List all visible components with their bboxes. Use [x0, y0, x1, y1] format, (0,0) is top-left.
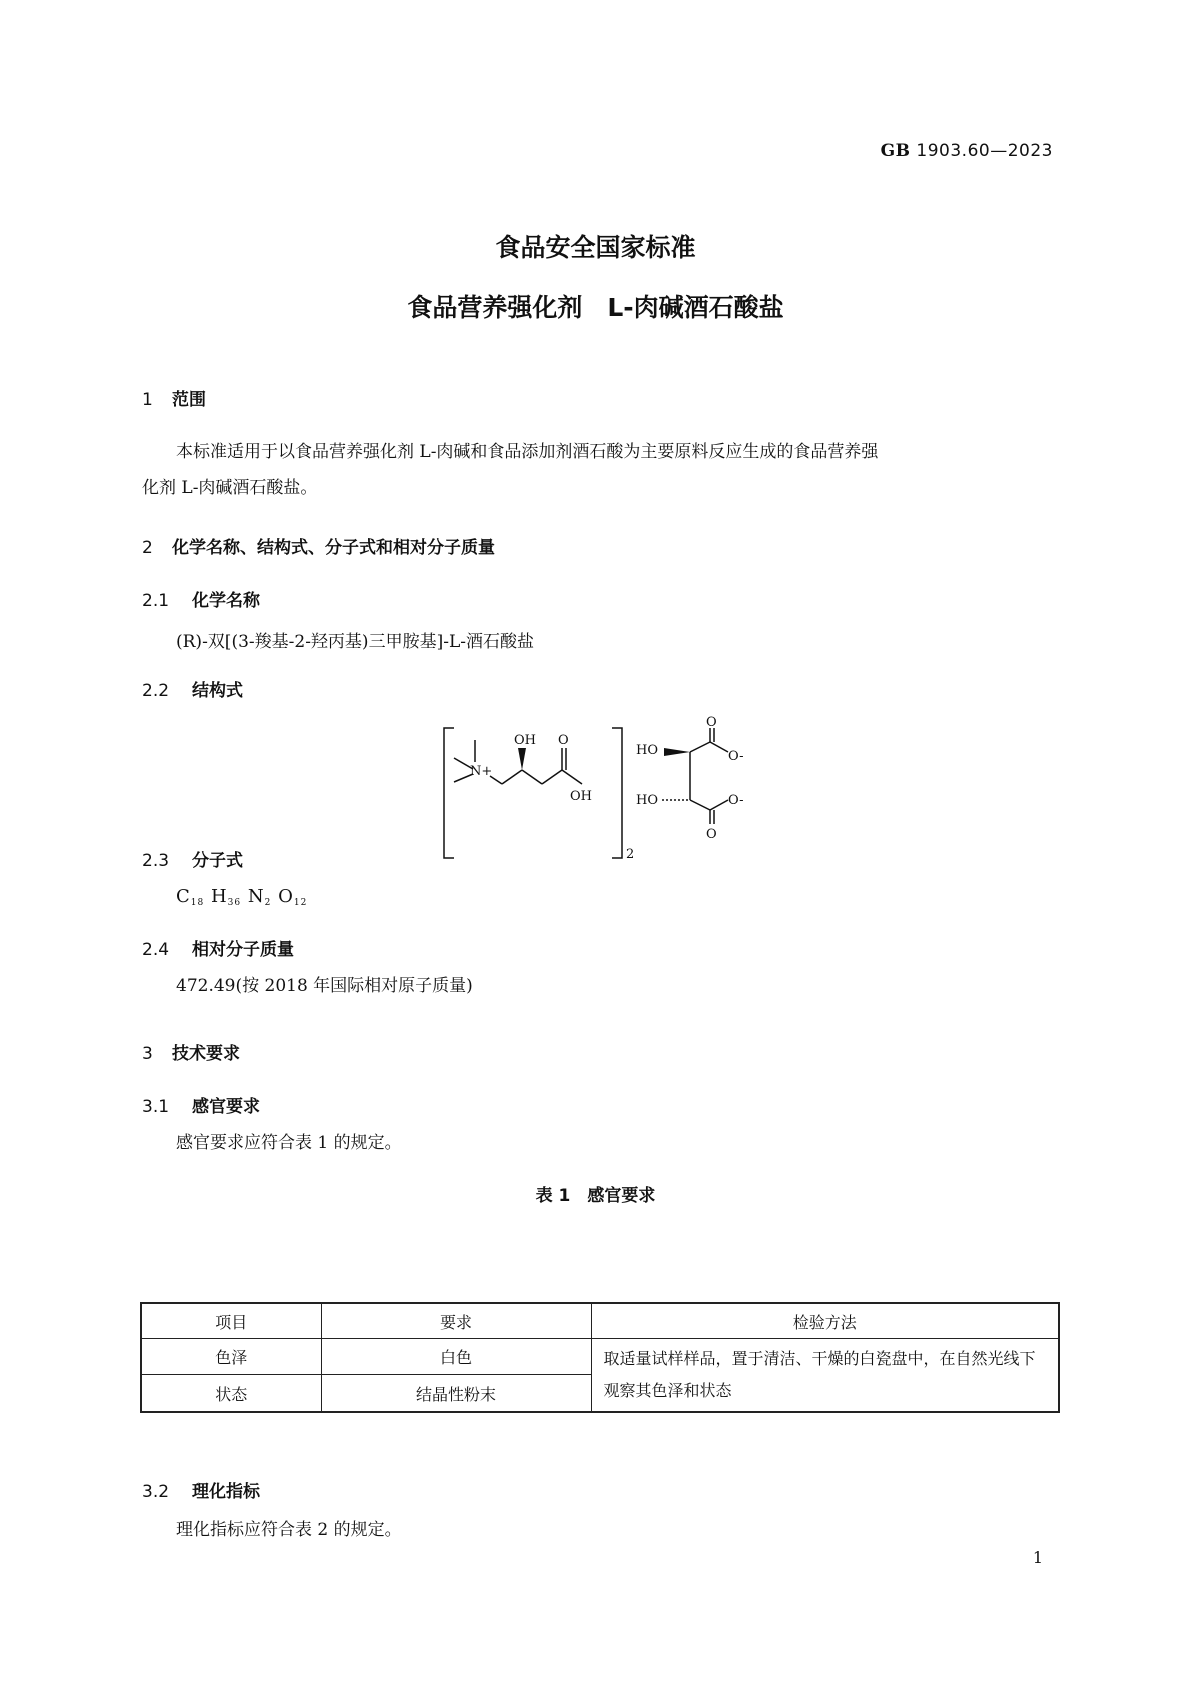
table-header-requirement: 要求 — [321, 1303, 591, 1339]
molecular-formula: $C_{18}$ $H_{36}$ $N_2$ $O_{12}$ — [176, 886, 308, 908]
section-2-2-heading: 2.2 结构式 — [142, 681, 243, 701]
table-header-method: 检验方法 — [591, 1303, 1059, 1339]
table-cell-requirement: 结晶性粉末 — [321, 1375, 591, 1412]
label-o-carbonyl: O — [558, 733, 569, 748]
section-3-2-heading: 3.2 理化指标 — [142, 1482, 260, 1502]
label-oh-top: OH — [514, 733, 536, 748]
section-2-3-heading: 2.3 分子式 — [142, 851, 243, 871]
table-1-caption: 表 1 感官要求 — [535, 1186, 656, 1206]
section-3-1-text: 感官要求应符合表 1 的规定。 — [176, 1133, 402, 1153]
section-2-heading: 2 化学名称、结构式、分子式和相对分子质量 — [142, 538, 495, 558]
table-cell-item: 色泽 — [141, 1339, 321, 1375]
table-header-item: 项目 — [141, 1303, 321, 1339]
section-2-1-heading: 2.1 化学名称 — [142, 591, 260, 611]
label-o-1: O — [706, 715, 717, 730]
label-o-2: O — [706, 827, 717, 842]
document-subtitle: 食品营养强化剂 L-肉碱酒石酸盐 — [407, 293, 784, 322]
hashed-wedge — [518, 748, 526, 770]
section-1-paragraph-line1: 本标准适用于以食品营养强化剂 L-肉碱和食品添加剂酒石酸为主要原料反应生成的食品营养强 — [176, 442, 879, 462]
standard-number — [881, 141, 1053, 161]
label-n-plus: N+ — [470, 764, 493, 779]
section-2-4-heading: 2.4 相对分子质量 — [142, 940, 294, 960]
label-o-minus-1: O- — [728, 749, 744, 764]
molecular-mass: 472.49(按 2018 年国际相对原子质量) — [176, 976, 473, 996]
label-ho-1: HO — [636, 743, 658, 758]
right-bracket — [612, 728, 622, 858]
section-1-paragraph-line2: 化剂 L-肉碱酒石酸盐。 — [142, 478, 318, 498]
left-bracket — [444, 728, 454, 858]
table-cell-requirement: 白色 — [321, 1339, 591, 1375]
document-title: 食品安全国家标准 — [495, 233, 696, 262]
page-number: 1 — [1032, 1548, 1043, 1567]
standard-prefix: GB — [880, 141, 911, 161]
label-o-minus-2: O- — [728, 793, 744, 808]
chemical-name: (R)-双[(3-羧基-2-羟丙基)三甲胺基]-L-酒石酸盐 — [176, 632, 534, 652]
section-1-heading: 1 范围 — [142, 390, 206, 410]
table-1 — [140, 1302, 1060, 1413]
table-cell-method: 取适量试样样品，置于清洁、干燥的白瓷盘中，在自然光线下观察其色泽和状态 — [591, 1339, 1059, 1413]
section-3-heading: 3 技术要求 — [142, 1044, 240, 1064]
table-row — [141, 1339, 1059, 1375]
label-oh-acid: OH — [570, 789, 592, 804]
table-header-row — [141, 1303, 1059, 1339]
section-3-1-heading: 3.1 感官要求 — [142, 1097, 260, 1117]
standard-code: 1903.60—2023 — [916, 141, 1053, 161]
label-subscript-2: 2 — [626, 847, 635, 862]
label-ho-2: HO — [636, 793, 658, 808]
table-cell-item: 状态 — [141, 1375, 321, 1412]
solid-wedge — [664, 748, 690, 756]
structural-formula — [440, 712, 770, 872]
section-3-2-text: 理化指标应符合表 2 的规定。 — [176, 1520, 402, 1540]
